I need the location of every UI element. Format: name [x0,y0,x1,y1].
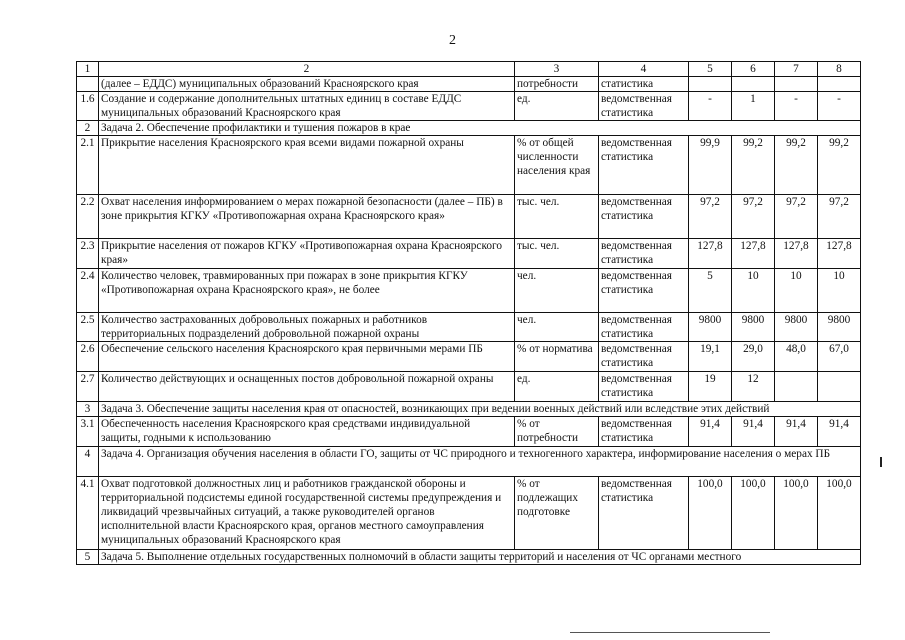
value-cell: 9800 [689,313,732,342]
row-number-cell: 1.6 [77,92,99,121]
indicator-name-cell: Прикрытие населения от пожаров КГКУ «Противопожарная охрана Красноярского края» [99,239,515,269]
row-number-cell: 3 [77,402,99,417]
value-cell: 127,8 [689,239,732,269]
source-cell: ведомственная статистика [599,136,689,195]
indicator-name-cell: Обеспеченность населения Красноярского края средствами индивидуальной защиты, годными к использованию [99,417,515,447]
indicator-row [77,136,861,195]
row-number-cell: 5 [77,550,99,565]
task-row [77,402,861,417]
indicators-table [76,61,861,565]
value-cell: 100,0 [689,477,732,550]
row-number-cell: 2.5 [77,313,99,342]
value-cell: 19 [689,372,732,402]
row-number-cell: 3.1 [77,417,99,447]
unit-cell: тыс. чел. [515,195,599,239]
indicator-row [77,477,861,550]
value-cell: 9800 [775,313,818,342]
value-cell: 100,0 [732,477,775,550]
row-number-cell: 2.7 [77,372,99,402]
row-number-cell: 2.1 [77,136,99,195]
unit-cell: тыс. чел. [515,239,599,269]
value-cell: 99,2 [732,136,775,195]
header-row [77,62,861,77]
value-cell: 97,2 [689,195,732,239]
value-cell: 67,0 [818,342,861,372]
bottom-rule [570,632,770,633]
source-cell: ведомственная статистика [599,372,689,402]
value-cell: 9800 [818,313,861,342]
value-cell [775,77,818,92]
value-cell: 48,0 [775,342,818,372]
value-cell: 9800 [732,313,775,342]
unit-cell: % от общей численности населения края [515,136,599,195]
unit-cell: % от подлежащих подготовке [515,477,599,550]
source-cell: ведомственная статистика [599,239,689,269]
indicator-name-cell: Количество действующих и оснащенных постов добровольной пожарной охраны [99,372,515,402]
value-cell: 127,8 [732,239,775,269]
column-header: 8 [818,62,861,77]
row-number-cell: 2 [77,121,99,136]
page-number: 2 [449,33,456,48]
indicator-row [77,372,861,402]
value-cell: 19,1 [689,342,732,372]
value-cell: 97,2 [775,195,818,239]
column-header: 6 [732,62,775,77]
value-cell: 91,4 [775,417,818,447]
value-cell [818,372,861,402]
value-cell: 29,0 [732,342,775,372]
row-number-cell: 2.4 [77,269,99,313]
value-cell: 10 [775,269,818,313]
source-cell: ведомственная статистика [599,313,689,342]
source-cell: ведомственная статистика [599,342,689,372]
value-cell [689,77,732,92]
value-cell: 97,2 [818,195,861,239]
indicator-row [77,239,861,269]
unit-cell: % от норматива [515,342,599,372]
indicator-row [77,269,861,313]
task-title-cell: Задача 2. Обеспечение профилактики и тушения пожаров в крае [99,121,861,136]
value-cell: 5 [689,269,732,313]
indicator-row [77,313,861,342]
value-cell: 127,8 [818,239,861,269]
indicator-row [77,417,861,447]
value-cell: - [818,92,861,121]
value-cell: 127,8 [775,239,818,269]
indicator-row [77,92,861,121]
row-number-cell [77,77,99,92]
row-number-cell: 4 [77,447,99,477]
source-cell: статистика [599,77,689,92]
indicator-name-cell: Охват подготовкой должностных лиц и работников гражданской обороны и территориальной подсистемы единой государственной системы предупреждения и ликвидаций чрезвычайных ситуаций, а также руководителей органов исполнительной власти Красноярского края, органов местного самоуправления муниципальных образований Красноярского края [99,477,515,550]
unit-cell: ед. [515,92,599,121]
value-cell: 10 [818,269,861,313]
task-title-cell: Задача 5. Выполнение отдельных государственных полномочий в области защиты территорий и населения от ЧС органами местного [99,550,861,565]
value-cell: 91,4 [818,417,861,447]
value-cell [732,77,775,92]
indicator-row [77,195,861,239]
source-cell: ведомственная статистика [599,417,689,447]
value-cell: 99,9 [689,136,732,195]
indicator-name-cell: Обеспечение сельского населения Красноярского края первичными мерами ПБ [99,342,515,372]
row-number-cell: 4.1 [77,477,99,550]
source-cell: ведомственная статистика [599,92,689,121]
margin-mark [880,457,882,467]
value-cell: 12 [732,372,775,402]
indicator-row [77,77,861,92]
unit-cell: % от потребности [515,417,599,447]
column-header: 7 [775,62,818,77]
row-number-cell: 2.6 [77,342,99,372]
task-row [77,121,861,136]
column-header: 4 [599,62,689,77]
value-cell: 99,2 [818,136,861,195]
value-cell: 10 [732,269,775,313]
indicator-row [77,342,861,372]
value-cell: 91,4 [732,417,775,447]
indicator-name-cell: Прикрытие населения Красноярского края всеми видами пожарной охраны [99,136,515,195]
source-cell: ведомственная статистика [599,477,689,550]
value-cell: 100,0 [818,477,861,550]
value-cell: 1 [732,92,775,121]
indicator-name-cell: Охват населения информированием о мерах пожарной безопасности (далее – ПБ) в зоне прикрытия КГКУ «Противопожарная охрана Красноярского края» [99,195,515,239]
source-cell: ведомственная статистика [599,269,689,313]
unit-cell: чел. [515,269,599,313]
indicator-name-cell: (далее – ЕДДС) муниципальных образований Красноярского края [99,77,515,92]
indicator-name-cell: Количество человек, травмированных при пожарах в зоне прикрытия КГКУ «Противопожарная охрана Красноярского края», не более [99,269,515,313]
value-cell: - [689,92,732,121]
value-cell: 97,2 [732,195,775,239]
row-number-cell: 2.2 [77,195,99,239]
value-cell: 91,4 [689,417,732,447]
task-title-cell: Задача 4. Организация обучения населения в области ГО, защиты от ЧС природного и техногенного характера, информирование населения о мерах ПБ [99,447,861,477]
unit-cell: ед. [515,372,599,402]
source-cell: ведомственная статистика [599,195,689,239]
indicator-name-cell: Создание и содержание дополнительных штатных единиц в составе ЕДДС муниципальных образований Красноярского края [99,92,515,121]
column-header: 3 [515,62,599,77]
unit-cell: потребности [515,77,599,92]
task-title-cell: Задача 3. Обеспечение защиты населения края от опасностей, возникающих при ведении военных действий или вследствие этих действий [99,402,861,417]
value-cell: 99,2 [775,136,818,195]
value-cell [775,372,818,402]
value-cell [818,77,861,92]
value-cell: 100,0 [775,477,818,550]
value-cell: - [775,92,818,121]
task-row [77,550,861,565]
row-number-cell: 2.3 [77,239,99,269]
column-header: 5 [689,62,732,77]
column-header: 1 [77,62,99,77]
unit-cell: чел. [515,313,599,342]
task-row [77,447,861,477]
column-header: 2 [99,62,515,77]
indicator-name-cell: Количество застрахованных добровольных пожарных и работников территориальных подразделений добровольной пожарной охраны [99,313,515,342]
